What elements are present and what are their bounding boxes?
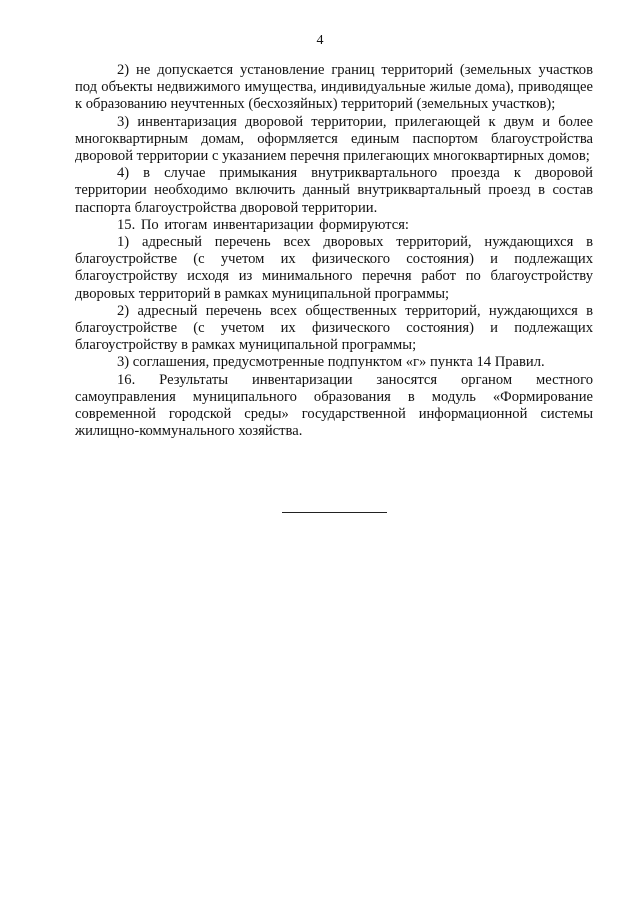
paragraph-15-results: 15. По итогам инвентаризации формируются: [117, 216, 409, 233]
paragraph-1-yard-list: 1) адресный перечень всех дворовых территорий, нуждающихся в благоустройстве (с учетом их физического состояния) и подлежащих благоустройству исходя из минимального перечня работ по благоустройству дворовых территорий в рамках муниципальной программы; [75, 234, 593, 302]
page-number: 4 [316, 33, 324, 48]
paragraph-2-boundaries: 2) не допускается установление границ территорий (земельных участков под объекты недвижимого имущества, индивидуальные жилые дома), приводящее к образованию неучтенных (бесхозяйных) территорий (земельных участков); [75, 62, 593, 113]
paragraph-2-public-list: 2) адресный перечень всех общественных территорий, нуждающихся в благоустройстве (с учетом их физического состояния) и подлежащих благоустройству в рамках муниципальной программы; [75, 302, 593, 354]
paragraph-4-passage: 4) в случае примыкания внутриквартального проезда к дворовой территории необходимо включить данный внутриквартальный проезд в состав паспорта благоустройства дворовой территории. [75, 165, 593, 216]
end-divider-line [282, 512, 387, 513]
document-body [75, 62, 593, 440]
paragraph-16-gis: 16. Результаты инвентаризации заносятся органом местного самоуправления муниципального образования в модуль «Формирование современной городской среды» государственной информационной системы жилищно-коммунального хозяйства. [75, 371, 593, 440]
paragraph-3-inventory-passport: 3) инвентаризация дворовой территории, прилегающей к двум и более многоквартирным домам, оформляется единым паспортом благоустройства дворовой территории с указанием перечня прилегающих многоквартирных домов; [75, 113, 593, 165]
paragraph-3-agreements: 3) соглашения, предусмотренные подпунктом «г» пункта 14 Правил. [117, 354, 545, 371]
